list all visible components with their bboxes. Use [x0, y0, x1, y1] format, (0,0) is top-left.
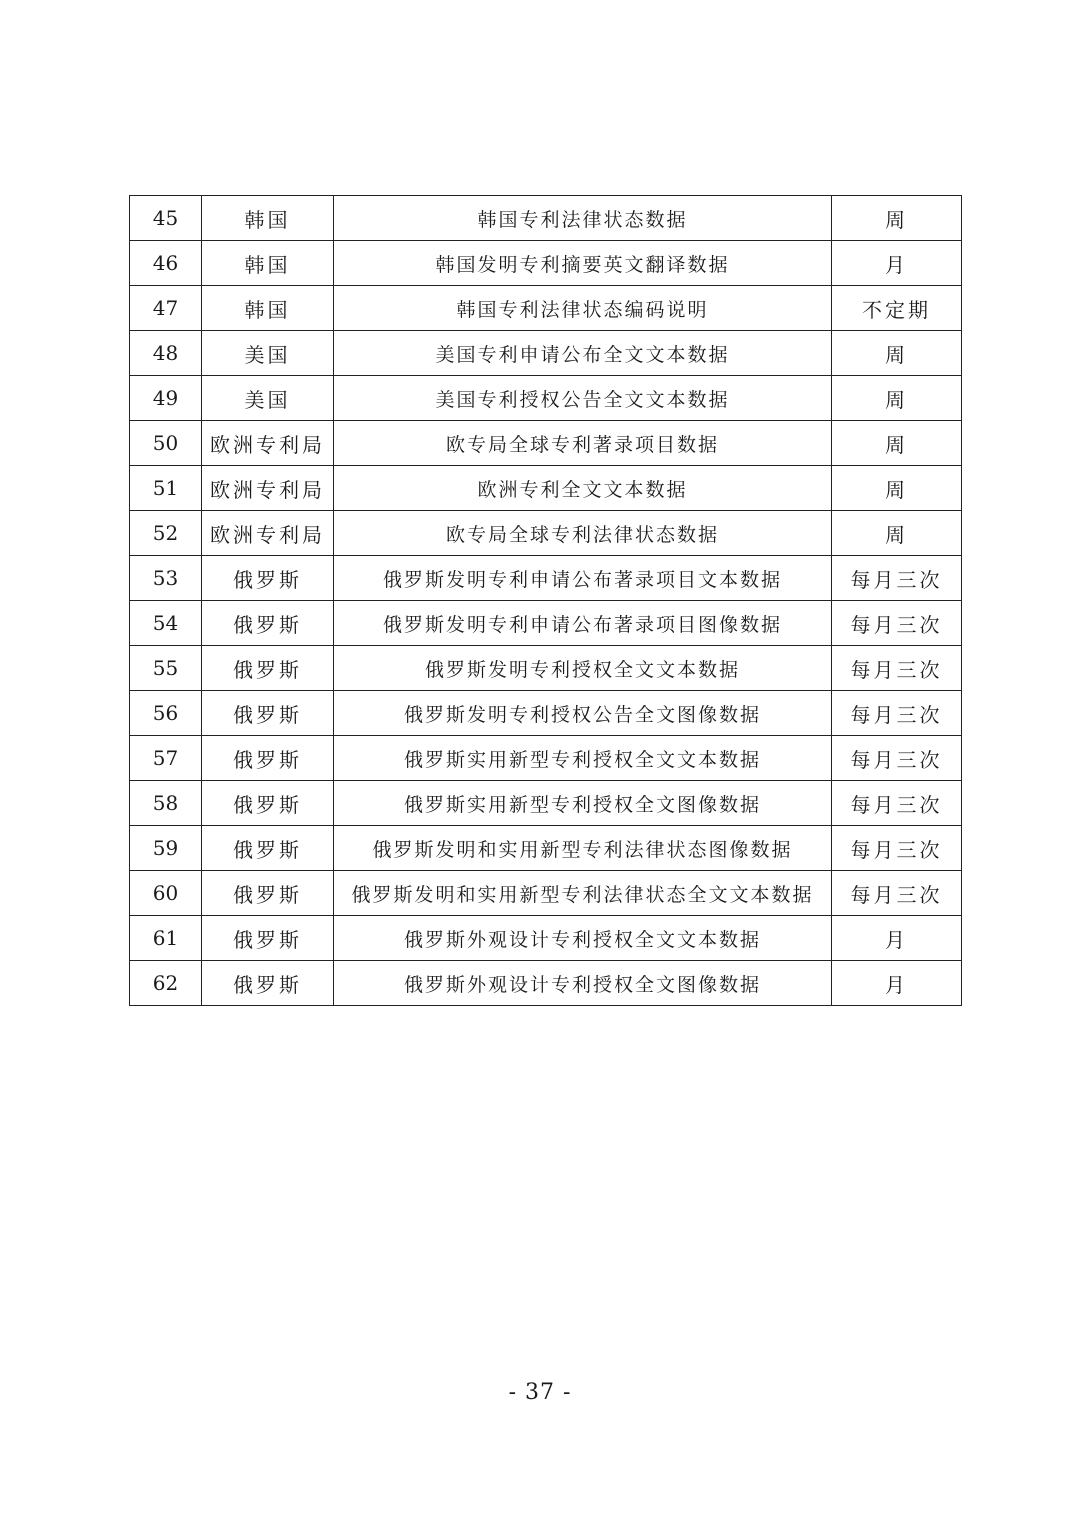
row-number-cell: 49 [130, 376, 202, 421]
frequency-cell: 每月三次 [832, 781, 962, 826]
data-name-cell: 欧专局全球专利著录项目数据 [334, 421, 832, 466]
table-row [130, 646, 962, 691]
table-row [130, 241, 962, 286]
row-number-cell: 62 [130, 961, 202, 1006]
table-row [130, 871, 962, 916]
row-number-cell: 45 [130, 196, 202, 241]
table-row [130, 466, 962, 511]
region-cell: 欧洲专利局 [202, 511, 334, 556]
frequency-cell: 每月三次 [832, 736, 962, 781]
row-number-cell: 52 [130, 511, 202, 556]
region-cell: 韩国 [202, 241, 334, 286]
frequency-cell: 周 [832, 331, 962, 376]
region-cell: 俄罗斯 [202, 556, 334, 601]
table-row [130, 736, 962, 781]
row-number-cell: 57 [130, 736, 202, 781]
frequency-cell: 每月三次 [832, 691, 962, 736]
region-cell: 欧洲专利局 [202, 421, 334, 466]
data-name-cell: 韩国专利法律状态数据 [334, 196, 832, 241]
region-cell: 美国 [202, 331, 334, 376]
data-name-cell: 俄罗斯发明专利申请公布著录项目图像数据 [334, 601, 832, 646]
data-name-cell: 俄罗斯发明和实用新型专利法律状态图像数据 [334, 826, 832, 871]
data-name-cell: 俄罗斯实用新型专利授权全文图像数据 [334, 781, 832, 826]
table-row [130, 556, 962, 601]
region-cell: 俄罗斯 [202, 961, 334, 1006]
row-number-cell: 59 [130, 826, 202, 871]
row-number-cell: 53 [130, 556, 202, 601]
data-name-cell: 美国专利申请公布全文文本数据 [334, 331, 832, 376]
table-row [130, 376, 962, 421]
frequency-cell: 周 [832, 466, 962, 511]
table-row [130, 331, 962, 376]
data-name-cell: 俄罗斯发明专利申请公布著录项目文本数据 [334, 556, 832, 601]
table-row [130, 286, 962, 331]
region-cell: 美国 [202, 376, 334, 421]
table-row [130, 511, 962, 556]
page-number: - 37 - [508, 1380, 572, 1405]
data-name-cell: 欧专局全球专利法律状态数据 [334, 511, 832, 556]
region-cell: 俄罗斯 [202, 781, 334, 826]
row-number-cell: 46 [130, 241, 202, 286]
frequency-cell: 月 [832, 916, 962, 961]
region-cell: 俄罗斯 [202, 736, 334, 781]
row-number-cell: 55 [130, 646, 202, 691]
frequency-cell: 每月三次 [832, 646, 962, 691]
table-row [130, 601, 962, 646]
frequency-cell: 周 [832, 196, 962, 241]
data-name-cell: 俄罗斯实用新型专利授权全文文本数据 [334, 736, 832, 781]
data-name-cell: 欧洲专利全文文本数据 [334, 466, 832, 511]
region-cell: 俄罗斯 [202, 601, 334, 646]
frequency-cell: 周 [832, 511, 962, 556]
data-name-cell: 韩国发明专利摘要英文翻译数据 [334, 241, 832, 286]
table-row [130, 826, 962, 871]
frequency-cell: 每月三次 [832, 826, 962, 871]
table-body [130, 196, 962, 1006]
region-cell: 韩国 [202, 196, 334, 241]
table-row [130, 691, 962, 736]
frequency-cell: 周 [832, 376, 962, 421]
frequency-cell: 每月三次 [832, 556, 962, 601]
table-row [130, 196, 962, 241]
row-number-cell: 48 [130, 331, 202, 376]
data-name-cell: 俄罗斯发明专利授权公告全文图像数据 [334, 691, 832, 736]
data-name-cell: 俄罗斯发明专利授权全文文本数据 [334, 646, 832, 691]
region-cell: 俄罗斯 [202, 826, 334, 871]
region-cell: 韩国 [202, 286, 334, 331]
region-cell: 俄罗斯 [202, 646, 334, 691]
table-row [130, 961, 962, 1006]
region-cell: 俄罗斯 [202, 691, 334, 736]
table-row [130, 781, 962, 826]
row-number-cell: 61 [130, 916, 202, 961]
table-row [130, 421, 962, 466]
row-number-cell: 60 [130, 871, 202, 916]
patent-data-table [129, 195, 962, 1006]
data-name-cell: 俄罗斯发明和实用新型专利法律状态全文文本数据 [334, 871, 832, 916]
frequency-cell: 周 [832, 421, 962, 466]
table-row [130, 916, 962, 961]
row-number-cell: 56 [130, 691, 202, 736]
region-cell: 俄罗斯 [202, 871, 334, 916]
frequency-cell: 每月三次 [832, 871, 962, 916]
row-number-cell: 54 [130, 601, 202, 646]
data-name-cell: 俄罗斯外观设计专利授权全文图像数据 [334, 961, 832, 1006]
row-number-cell: 51 [130, 466, 202, 511]
data-name-cell: 韩国专利法律状态编码说明 [334, 286, 832, 331]
region-cell: 俄罗斯 [202, 916, 334, 961]
frequency-cell: 月 [832, 241, 962, 286]
frequency-cell: 不定期 [832, 286, 962, 331]
frequency-cell: 每月三次 [832, 601, 962, 646]
row-number-cell: 58 [130, 781, 202, 826]
data-name-cell: 美国专利授权公告全文文本数据 [334, 376, 832, 421]
region-cell: 欧洲专利局 [202, 466, 334, 511]
frequency-cell: 月 [832, 961, 962, 1006]
row-number-cell: 47 [130, 286, 202, 331]
data-name-cell: 俄罗斯外观设计专利授权全文文本数据 [334, 916, 832, 961]
row-number-cell: 50 [130, 421, 202, 466]
